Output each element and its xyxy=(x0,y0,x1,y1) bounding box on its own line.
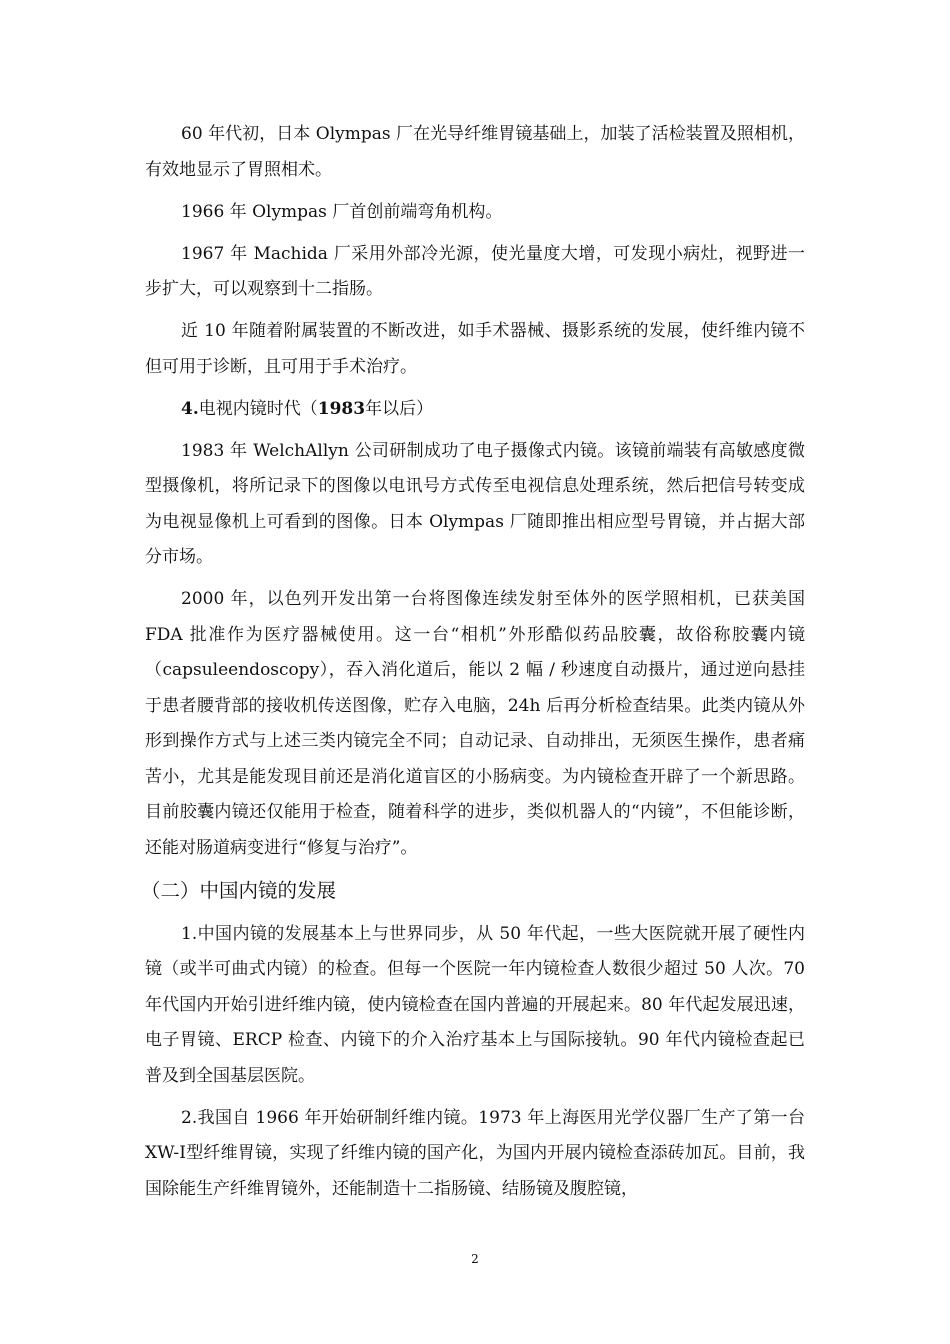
page-number: 2 xyxy=(471,1252,479,1266)
subheading-title-a: 电视内镜时代（ xyxy=(198,398,318,419)
subheading-year: 1983 xyxy=(317,398,366,419)
paragraph-1967-machida: 1967 年 Machida 厂采用外部冷光源，使光量度大增，可发现小病灶，视野进一步扩大，可以观察到十二指肠。 xyxy=(145,243,805,299)
page-body xyxy=(141,117,805,1214)
paragraph-1983-welchallyn: 1983 年 WelchAllyn 公司研制成功了电子摄像式内镜。该镜前端装有高敏感度微型摄像机，将所记录下的图像以电讯号方式传至电视信息处理系统，然后把信号转变成为电视显像机上可看到的图像。日本 Olympas 厂随即推出相应型号胃镜，并占据大部分市场。 xyxy=(145,440,805,567)
paragraph-olympas-1960s: 60 年代初，日本 Olympas 厂在光导纤维胃镜基础上，加装了活检装置及照相机，有效地显示了胃照相术。 xyxy=(145,124,805,180)
subheading-number: 4. xyxy=(181,398,199,419)
paragraph-1966-bending: 1966 年 Olympas 厂首创前端弯角机构。 xyxy=(181,201,503,222)
subheading-title-b: 年以后） xyxy=(365,398,434,419)
paragraph-china-2: 2.我国自 1966 年开始研制纤维内镜。1973 年上海医用光学仪器厂生产了第一台 XW-Ⅰ型纤维胃镜，实现了纤维内镜的国产化，为国内开展内镜检查添砖加瓦。目前，我国除能生产纤维胃镜外，还能制造十二指肠镜、结肠镜及腹腔镜， xyxy=(145,1107,805,1199)
paragraph-china-1: 1.中国内镜的发展基本上与世界同步，从 50 年代起，一些大医院就开展了硬性内镜（或半可曲式内镜）的检查。但每一个医院一年内镜检查人数很少超过 50 人次。70 年代国内开始引进纤维内镜，使内镜检查在国内普遍的开展起来。80 年代起发展迅速，电子胃镜、ERCP 检查、内镜下的介入治疗基本上与国际接轨。90 年代内镜检查起已普及到全国基层医院。 xyxy=(145,923,805,1086)
paragraph-recent-10-years: 近 10 年随着附属装置的不断改进，如手术器械、摄影系统的发展，使纤维内镜不但可用于诊断，且可用于手术治疗。 xyxy=(145,321,805,377)
section-heading-china: （二）中国内镜的发展 xyxy=(141,878,337,902)
subheading-video-endoscope-era xyxy=(145,392,805,428)
paragraph-2000-capsule: 2000 年，以色列开发出第一台将图像连续发射至体外的医学照相机，已获美国 FDA 批准作为医疗器械使用。这一台“相机”外形酷似药品胶囊，故俗称胶囊内镜（capsuleendoscopy），吞入消化道后，能以 2 幅 / 秒速度自动摄片，通过逆向悬挂于患者腰背部的接收机传送图像，贮存入电脑，24h 后再分析检查结果。此类内镜从外形到操作方式与上述三类内镜完全不同；自动记录、自动排出，无须医生操作，患者痛苦小，尤其是能发现目前还是消化道盲区的小肠病变。为内镜检查开辟了一个新思路。目前胶囊内镜还仅能用于检查，随着科学的进步，类似机器人的“内镜”，不但能诊断，还能对肠道病变进行“修复与治疗”。 xyxy=(145,589,805,858)
